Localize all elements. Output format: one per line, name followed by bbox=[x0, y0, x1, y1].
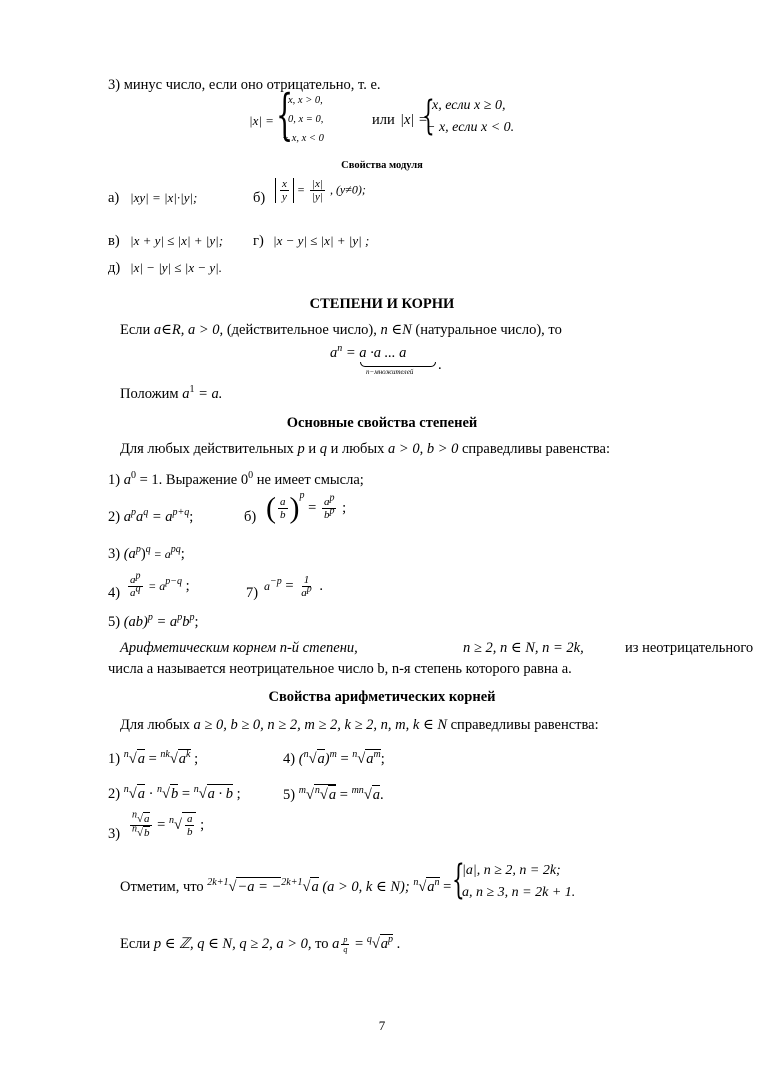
mod-b-num-left: x bbox=[282, 178, 287, 190]
r1-rad2: a bbox=[178, 751, 187, 767]
r4-num: 4) bbox=[283, 751, 296, 767]
power-dot: . bbox=[438, 357, 442, 373]
r3-idx-rhs: n bbox=[168, 815, 174, 826]
page-number: 7 bbox=[378, 1018, 386, 1033]
brace-left-2: { bbox=[422, 93, 435, 139]
last-rad-sup: p bbox=[388, 934, 394, 946]
r2-num: 2) bbox=[108, 786, 121, 802]
root-def-line-1 bbox=[120, 639, 358, 657]
suppose-tail: = a. bbox=[194, 386, 223, 402]
p7-fd: a bbox=[301, 587, 307, 599]
root-def-line-2: числа a называется неотрицательное число b, n-я степень которого равна a. bbox=[108, 661, 572, 677]
p6-rd: b bbox=[323, 509, 330, 521]
for-any-p: p bbox=[297, 441, 305, 457]
p6-label: б) bbox=[244, 509, 257, 525]
p6-rn: a bbox=[323, 496, 330, 508]
suppose-lead: Положим bbox=[120, 386, 183, 402]
note-lead: Отметим, что bbox=[120, 879, 208, 895]
brace-left-3: { bbox=[276, 83, 294, 146]
if-math-2: n ∈N bbox=[380, 322, 412, 338]
note-rad: a bbox=[427, 879, 435, 895]
last-line: Если p ∈ ℤ, q ∈ N, q ≥ 2, a > 0, то a $\frac{p}{q}$ = $^q√a^p$ . bbox=[120, 934, 401, 955]
p4-fn: a bbox=[130, 574, 136, 586]
r2-b: b bbox=[171, 786, 179, 802]
mod-g-label: г) bbox=[253, 233, 264, 249]
note-case-2: a, n ≥ 3, n = 2k + 1. bbox=[462, 885, 576, 900]
section-title: СТЕПЕНИ И КОРНИ bbox=[309, 296, 455, 312]
note-brace: { bbox=[452, 857, 465, 903]
p3-close: ) bbox=[140, 546, 146, 562]
p6-fd: b bbox=[280, 509, 286, 521]
if-lead: Если bbox=[120, 322, 154, 338]
last-math: p ∈ ℤ, q ∈ N, q ≥ 2, a > 0, bbox=[153, 936, 312, 952]
r5-num: 5) bbox=[283, 787, 296, 803]
suppose-expr: a bbox=[182, 386, 190, 402]
p6-eq: = bbox=[308, 499, 317, 516]
mod-b-den-left: y bbox=[282, 191, 287, 203]
r3-label: 3) bbox=[108, 826, 121, 842]
r2-dot: · bbox=[148, 786, 154, 802]
case-big-1: x, если x ≥ 0, bbox=[432, 98, 506, 113]
p3-num: 3) bbox=[108, 546, 124, 562]
mod-b-expr: $\frac{x}{y}$ = $\frac{|x|}{|y|}$ , (y≠0); bbox=[275, 178, 366, 203]
p2-num: 2) bbox=[108, 509, 124, 525]
for-any-mid: и любых bbox=[326, 441, 389, 457]
p2-expr: a bbox=[123, 509, 131, 525]
mod-b-label: б) bbox=[253, 190, 266, 206]
p1-num: 1) bbox=[108, 472, 124, 488]
r1-num: 1) bbox=[108, 751, 121, 767]
p4-fd-sup: q bbox=[135, 583, 141, 595]
r2-ab: a · b bbox=[207, 786, 234, 802]
note-idx2: 2k+1 bbox=[281, 877, 303, 889]
note-idx1: 2k+1 bbox=[207, 877, 229, 889]
last-base: a bbox=[332, 936, 340, 952]
p4-fn-sup: p bbox=[135, 570, 141, 582]
r2-eq: = bbox=[181, 786, 191, 802]
abs-lhs-2: |x| = bbox=[400, 112, 428, 128]
p5-tail: ; bbox=[194, 614, 199, 630]
power-lhs-sup: n bbox=[337, 343, 343, 355]
for-any-lead: Для любых действительных bbox=[120, 441, 298, 457]
power-def bbox=[330, 344, 406, 362]
mod-b-den-right: |y| bbox=[312, 191, 323, 203]
p6-rn-sup: p bbox=[329, 492, 335, 504]
p7-eq: = bbox=[285, 577, 294, 594]
if-text-1: (действительное число), bbox=[223, 322, 381, 338]
p5-expr: (ab) bbox=[123, 614, 148, 630]
r3-fd: b bbox=[144, 827, 150, 839]
r2-tail: ; bbox=[236, 786, 241, 802]
r4-sup: m bbox=[329, 749, 337, 761]
r4-rad2-sup: m bbox=[373, 749, 381, 761]
r3-idx-den: n bbox=[132, 823, 137, 835]
r4-tail: ; bbox=[380, 751, 385, 767]
p4-sup: p−q bbox=[165, 576, 182, 587]
p1-tail: не имеет смысла; bbox=[253, 472, 364, 488]
modulus-heading: Свойства модуля bbox=[341, 160, 423, 171]
r4-rad2: a bbox=[366, 751, 374, 767]
roots-for-any-lead: Для любых bbox=[120, 717, 194, 733]
p4-fd: a bbox=[130, 587, 136, 599]
last-exp-num: p bbox=[343, 935, 348, 945]
p2-sup3: p+q bbox=[172, 507, 190, 519]
r5-rhs: a bbox=[372, 787, 381, 803]
last-idx: q bbox=[366, 934, 372, 946]
r4-idx1: n bbox=[303, 749, 309, 761]
note-t2: a bbox=[311, 879, 319, 895]
r3-rn: a bbox=[186, 813, 193, 825]
mod-v-label: в) bbox=[108, 233, 120, 249]
p2-mid: a bbox=[135, 509, 144, 525]
power-prop-4 bbox=[126, 570, 190, 599]
note-case-1: |a|, n ≥ 2, n = 2k; bbox=[462, 863, 561, 878]
note-t3: (a > 0, k ∈ N); bbox=[318, 879, 410, 895]
for-any-tail: справедливы равенства: bbox=[458, 441, 610, 457]
power-lhs: a bbox=[330, 345, 338, 361]
text-line-minus: 3) минус число, если оно отрицательно, т. е. bbox=[108, 77, 381, 93]
r3-idx-num: n bbox=[132, 809, 137, 821]
p3-sup3: pq bbox=[170, 544, 181, 556]
last-exp-den: q bbox=[343, 945, 348, 955]
p5-sup2: p bbox=[177, 612, 183, 624]
case-1: x, x > 0, bbox=[288, 95, 323, 106]
r2-a: a bbox=[137, 786, 145, 802]
p6-fn: a bbox=[280, 496, 286, 508]
p5-sup3: p bbox=[189, 612, 195, 624]
r5-idx-inner: n bbox=[314, 785, 320, 797]
power-prop-6: ( $\frac{a}{b}$ )$^p$ = $\frac{ap}{bp}$ ; bbox=[266, 490, 347, 525]
r4-open: ( bbox=[298, 751, 304, 767]
p1-sup: 0 bbox=[130, 470, 136, 482]
p7-sup: −p bbox=[270, 576, 282, 587]
p6-sup: p bbox=[299, 490, 305, 501]
p4-tail: ; bbox=[185, 577, 190, 594]
p5-sup: p bbox=[147, 612, 153, 624]
r1-tail: ; bbox=[194, 751, 199, 767]
mod-d-expr: |x| − |y| ≤ |x − y|. bbox=[130, 260, 222, 275]
r3-tail: ; bbox=[200, 816, 205, 833]
mod-a-label: а) bbox=[108, 190, 120, 206]
p7-fd-sup: p bbox=[306, 583, 312, 595]
last-lead: Если bbox=[120, 936, 154, 952]
root-def-math: n ≥ 2, n ∈ N, n = 2k, bbox=[463, 640, 584, 656]
p2-sup1: p bbox=[130, 507, 136, 519]
note-rad-sup: n bbox=[434, 877, 440, 889]
power-rhs: = a ·a ... a bbox=[345, 345, 407, 361]
p7-tail: . bbox=[319, 577, 323, 594]
root-def-tail: из неотрицательного bbox=[625, 640, 754, 656]
p1-text: = 1. Выражение 0 bbox=[135, 472, 249, 488]
p3-sup1: p bbox=[135, 544, 141, 556]
p5-num: 5) bbox=[108, 614, 124, 630]
note-idx3: n bbox=[413, 877, 419, 889]
roots-heading: Свойства арифметических корней bbox=[268, 689, 496, 705]
power-prop-5 bbox=[108, 613, 198, 631]
r4-close: ) bbox=[324, 751, 330, 767]
p2-eq: = a bbox=[148, 509, 173, 525]
p1-a: a bbox=[123, 472, 131, 488]
root-prop-3: $\frac{n√a}{n√b}$ = $^n$√ $\frac{a}{b}$ ; bbox=[132, 809, 205, 839]
note-t1: −a = − bbox=[237, 879, 282, 895]
r4-rad1: a bbox=[317, 751, 325, 767]
suppose-line bbox=[120, 385, 222, 403]
p6-tail: ; bbox=[342, 499, 347, 516]
suppose-sup: 1 bbox=[189, 384, 195, 396]
mod-g-expr: |x − y| ≤ |x| + |y| ; bbox=[273, 233, 370, 248]
mod-v-expr: |x + y| ≤ |x| + |y|; bbox=[130, 233, 224, 248]
case-big-2: − x, если x < 0. bbox=[426, 120, 515, 135]
root-def-italic: Арифметическим корнем n-й степени, bbox=[120, 640, 358, 656]
underbrace bbox=[360, 362, 436, 367]
last-eq: = bbox=[355, 936, 364, 952]
p7-label: 7) bbox=[246, 585, 259, 601]
for-any-q: q bbox=[319, 441, 327, 457]
r1-rad2-sup: k bbox=[186, 749, 191, 761]
p2-sup2: q bbox=[143, 507, 149, 519]
for-any-and: и bbox=[304, 441, 320, 457]
powers-heading: Основные свойства степеней bbox=[286, 415, 478, 431]
roots-for-any bbox=[120, 716, 599, 734]
r3-rd: b bbox=[186, 826, 193, 838]
r1-eq: = bbox=[148, 751, 157, 767]
abs-lhs: |x| = bbox=[249, 113, 274, 128]
r3-eq: = bbox=[157, 816, 166, 833]
root-prop-4: 4) $(^n√a)^m = ^n√a^m$; bbox=[283, 749, 385, 767]
r5-idx-outer: m bbox=[298, 785, 306, 797]
r5-tail: . bbox=[380, 787, 384, 803]
if-text-2: (натуральное число), то bbox=[411, 322, 562, 338]
mod-d-label: д) bbox=[108, 260, 121, 276]
note-eq: = bbox=[443, 879, 452, 895]
power-prop-1 bbox=[108, 471, 364, 489]
if-math-1: a∈R, a > 0, bbox=[153, 322, 224, 338]
r2-idx-ab: n bbox=[193, 784, 199, 796]
r5-a: a bbox=[328, 787, 337, 803]
last-rad: a bbox=[380, 936, 389, 952]
note-line: Отметим, что $^{2k+1}$√−a = −$^{2k+1}$√a (a > 0, k ∈ N); $^n√a^n$ = bbox=[120, 877, 452, 895]
p6-rd-sup: p bbox=[329, 505, 335, 517]
r1-idx2: nk bbox=[160, 749, 170, 761]
roots-for-any-tail: справедливы равенства: bbox=[447, 717, 599, 733]
case-3: − x, x < 0 bbox=[282, 133, 324, 144]
power-prop-3 bbox=[108, 545, 185, 563]
r1-rad1: a bbox=[137, 751, 145, 767]
p7-fn: 1 bbox=[303, 574, 310, 586]
r4-idx2: n bbox=[352, 749, 358, 761]
r2-idx-b: n bbox=[157, 784, 163, 796]
or-text: или bbox=[372, 112, 395, 128]
p5-eq: = a bbox=[152, 614, 178, 630]
mod-b-num-right: |x| bbox=[312, 178, 323, 190]
p4-eq: = a bbox=[148, 578, 166, 593]
p3-eq: = a bbox=[150, 547, 171, 561]
p1-sup2: 0 bbox=[248, 470, 254, 482]
r5-eq: = bbox=[339, 787, 348, 803]
power-prop-7 bbox=[264, 574, 323, 599]
underbrace-label: n−множителей bbox=[366, 368, 414, 376]
p7-expr: a bbox=[264, 578, 270, 593]
last-tail: . bbox=[396, 936, 401, 952]
for-any-line bbox=[120, 440, 610, 458]
power-prop-2 bbox=[108, 508, 193, 526]
for-any-ab: a > 0, b > 0 bbox=[388, 441, 459, 457]
p5-b: b bbox=[182, 614, 190, 630]
r1-idx1: n bbox=[123, 749, 129, 761]
r3-fn: a bbox=[144, 813, 150, 825]
p3-tail: ; bbox=[180, 546, 185, 562]
r4-eq: = bbox=[340, 751, 349, 767]
last-t1: то bbox=[311, 936, 333, 952]
if-line bbox=[120, 321, 562, 339]
r2-idx-a: n bbox=[123, 784, 129, 796]
p3-expr: (a bbox=[123, 546, 136, 562]
p2-tail: ; bbox=[189, 509, 194, 525]
case-2: 0, x = 0, bbox=[288, 114, 324, 125]
root-prop-1: 1) $^n√a = ^{nk}√a^k$ ; bbox=[108, 749, 199, 767]
r5-idx: mn bbox=[351, 785, 364, 797]
mod-a-expr: |xy| = |x|·|y|; bbox=[130, 190, 198, 205]
roots-for-any-math: a ≥ 0, b ≥ 0, n ≥ 2, m ≥ 2, k ≥ 2, n, m, k ∈ N bbox=[193, 717, 447, 733]
p4-label: 4) bbox=[108, 585, 121, 601]
p3-sup2: q bbox=[145, 544, 151, 556]
root-prop-5: 5) $^m$√$^n$√a = $^{mn}$√a. bbox=[283, 785, 384, 803]
mod-b-tail: , (y≠0); bbox=[329, 182, 366, 197]
root-prop-2: 2) $^n$√a · $^n$√b = $^n$√a · b ; bbox=[108, 784, 241, 802]
